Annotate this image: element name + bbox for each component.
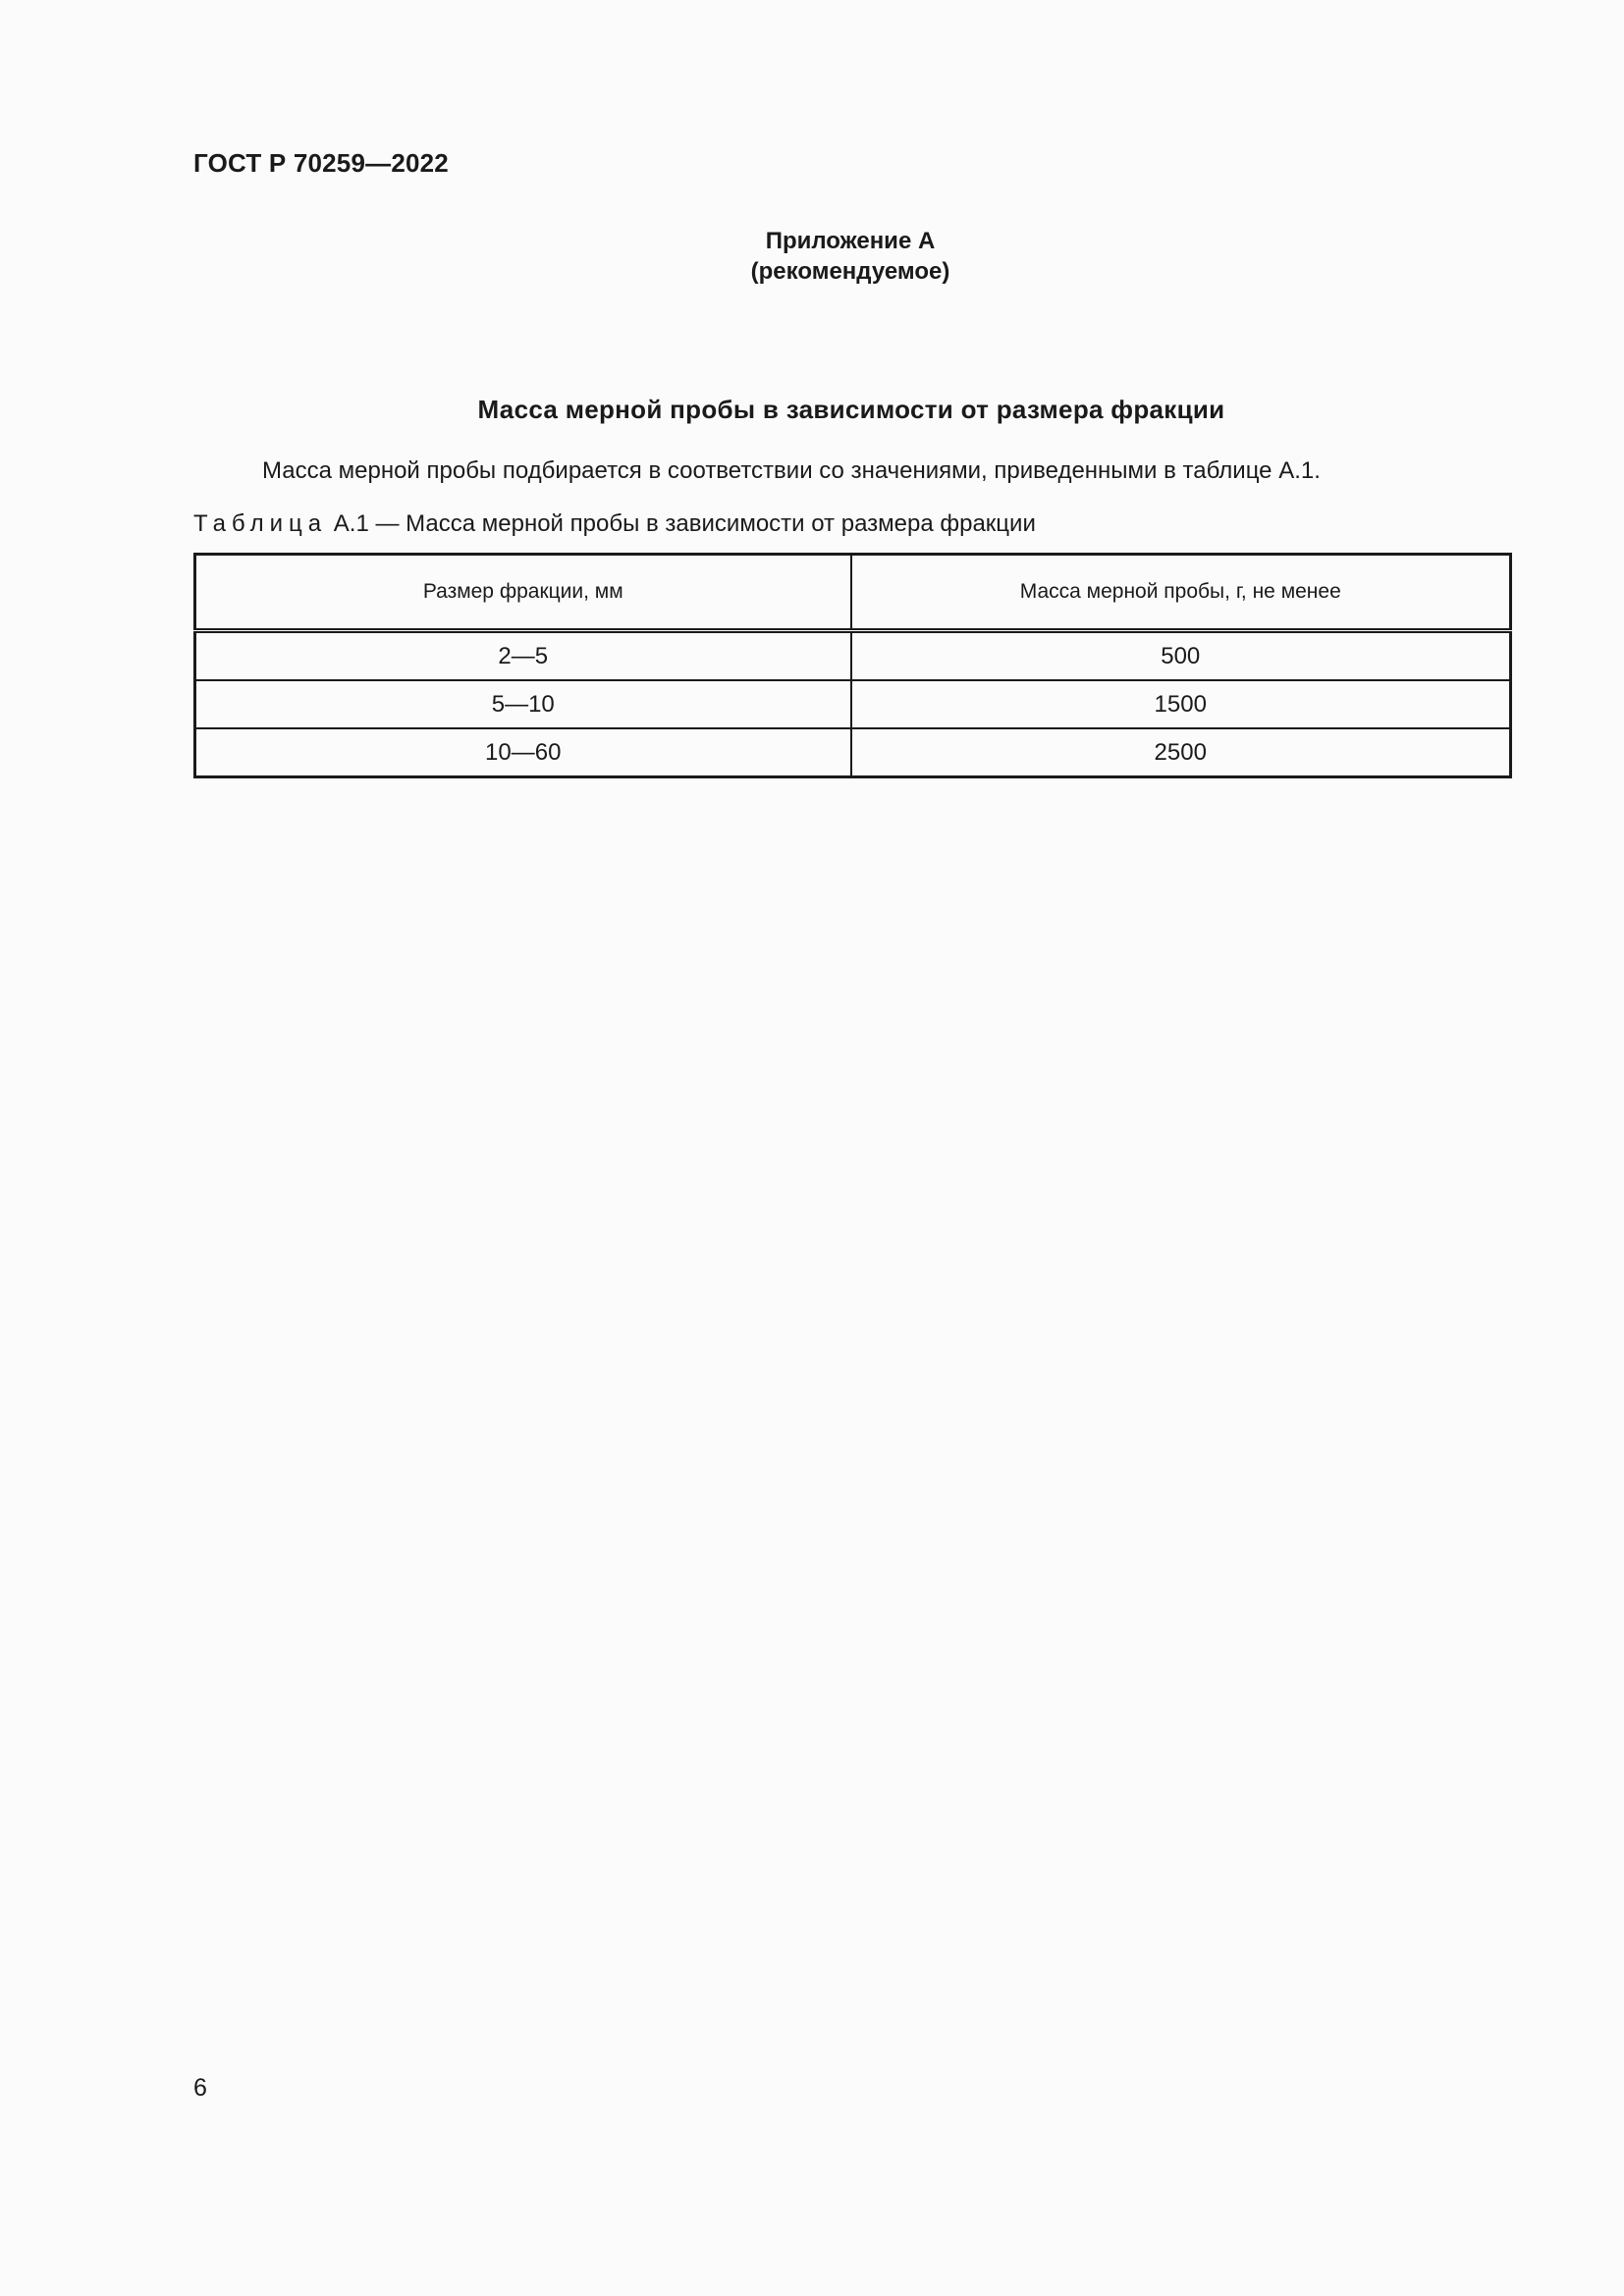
- table-row: [195, 728, 1511, 777]
- table-container: [193, 553, 1509, 778]
- intro-paragraph: Масса мерной пробы подбирается в соответствии со значениями, приведенными в таблице А.1.: [262, 457, 1321, 484]
- cell-sample-mass: 500: [851, 631, 1511, 681]
- cell-sample-mass: 2500: [851, 728, 1511, 777]
- cell-fraction-size: 5—10: [195, 680, 851, 728]
- table-header-row: [195, 555, 1511, 631]
- table-row: [195, 680, 1511, 728]
- appendix-subtitle: (рекомендуемое): [750, 258, 950, 285]
- column-header-sample-mass: Масса мерной пробы, г, не менее: [851, 555, 1511, 631]
- table-caption-label: Таблица: [193, 510, 328, 537]
- appendix-title: Приложение А: [765, 228, 936, 254]
- cell-fraction-size: 2—5: [195, 631, 851, 681]
- cell-sample-mass: 1500: [851, 680, 1511, 728]
- cell-fraction-size: 10—60: [195, 728, 851, 777]
- section-title: Масса мерной пробы в зависимости от размера фракции: [477, 395, 1225, 424]
- table-row: [195, 631, 1511, 681]
- fraction-mass-table: [193, 553, 1512, 778]
- table-caption-text: А.1 — Масса мерной пробы в зависимости от размера фракции: [327, 510, 1036, 537]
- document-code: ГОСТ Р 70259—2022: [193, 148, 449, 178]
- appendix-heading: [687, 226, 1013, 287]
- page-number: 6: [193, 2074, 207, 2102]
- column-header-fraction-size: Размер фракции, мм: [195, 555, 851, 631]
- table-caption: [193, 510, 1036, 538]
